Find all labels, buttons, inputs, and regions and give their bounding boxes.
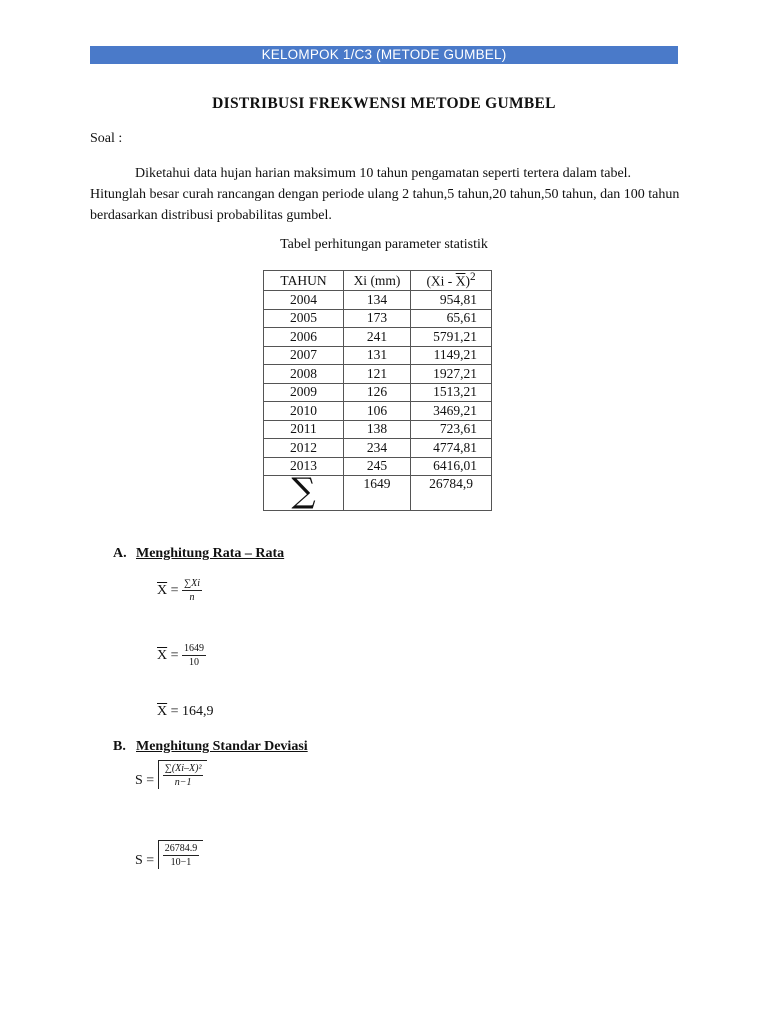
table-row [264, 420, 492, 439]
year-cell: 2012 [264, 439, 344, 458]
xi-cell: 131 [344, 346, 411, 365]
table-sum-row [264, 476, 492, 511]
document-title: DISTRIBUSI FREKWENSI METODE GUMBEL [212, 95, 556, 112]
table-row [264, 346, 492, 365]
sqrt-symbol [158, 760, 208, 789]
table-row [264, 365, 492, 384]
xi-cell: 121 [344, 365, 411, 384]
section-b-label: Menghitung Standar Deviasi [136, 739, 308, 754]
xi-cell: 241 [344, 328, 411, 347]
mean-fraction-substituted: $\frac{1649}{10}$ [184, 643, 205, 668]
header-deviation-squared: $(Xi - \overline{X})^2$ [411, 271, 492, 291]
year-cell: 2006 [264, 328, 344, 347]
deviation-cell: 65,61 [411, 309, 492, 328]
statistics-table [263, 270, 492, 511]
deviation-cell: 954,81 [411, 291, 492, 310]
section-a-label: Menghitung Rata – Rata [136, 546, 285, 561]
section-b-letter: B. [113, 739, 126, 754]
mean-formula-substituted: $\overline{X}$ = $\frac{1649}{10}$ [157, 643, 205, 668]
deviation-cell: 6416,01 [411, 457, 492, 476]
xi-cell: 138 [344, 420, 411, 439]
deviation-cell: 1149,21 [411, 346, 492, 365]
section-a-letter: A. [113, 546, 127, 561]
stdev-formula-substituted: S = $\frac{26784.9}{10-1}$ [135, 840, 203, 869]
section-b-heading [113, 739, 308, 755]
mean-formula-general: $\overline{X}$ = $\frac{\sum Xi}{n}$ [157, 578, 201, 603]
deviation-cell: 1513,21 [411, 383, 492, 402]
table-row [264, 328, 492, 347]
section-a-heading [113, 546, 284, 562]
stdev-fraction-general: $\frac{\text{∑(Xi–X)²}}{n-1}$ [164, 763, 202, 788]
sqrt-symbol [158, 840, 204, 869]
year-cell: 2008 [264, 365, 344, 384]
sum-xi-cell: 1649 [344, 476, 411, 511]
mean-fraction-general: $\frac{\sum Xi}{n}$ [184, 578, 201, 603]
problem-paragraph-text: Diketahui data hujan harian maksimum 10 tahun pengamatan seperti tertera dalam tabel. Hitunglah besar curah rancangan dengan periode ulang 2 tahun,5 tahun,20 tahun,50 tahun, dan 100 tahun berdasarkan distribusi probabilitas gumbel. [90, 166, 680, 223]
xi-cell: 234 [344, 439, 411, 458]
sum-symbol-cell [264, 471, 344, 511]
deviation-cell: 3469,21 [411, 402, 492, 421]
xi-cell: 245 [344, 457, 411, 476]
deviation-cell: 4774,81 [411, 439, 492, 458]
soal-label: Soal : [90, 131, 123, 146]
stdev-formula-general: S = $\frac{\text{∑(Xi–X)²}}{n-1}$ [135, 760, 207, 789]
table-row [264, 383, 492, 402]
table-row [264, 309, 492, 328]
year-cell: 2004 [264, 291, 344, 310]
deviation-cell: 5791,21 [411, 328, 492, 347]
table-row [264, 439, 492, 458]
year-cell: 2009 [264, 383, 344, 402]
header-xi: Xi (mm) [344, 271, 411, 291]
deviation-cell: 1927,21 [411, 365, 492, 384]
year-cell: 2013 [264, 457, 344, 476]
year-cell: 2007 [264, 346, 344, 365]
sigma-icon: ∑ [291, 471, 316, 511]
table-header-row [264, 271, 492, 291]
sum-deviation-cell: 26784,9 [411, 476, 492, 511]
xi-cell: 134 [344, 291, 411, 310]
header-tahun: TAHUN [264, 271, 344, 291]
year-cell: 2011 [264, 420, 344, 439]
mean-result: $\overline{X} = 164,9$ [157, 704, 214, 719]
xi-cell: 173 [344, 309, 411, 328]
xi-cell: 106 [344, 402, 411, 421]
table-row [264, 402, 492, 421]
table-row [264, 291, 492, 310]
stdev-fraction-substituted: $\frac{26784.9}{10-1}$ [164, 843, 198, 868]
problem-paragraph [90, 163, 680, 226]
year-cell: 2005 [264, 309, 344, 328]
xi-cell: 126 [344, 383, 411, 402]
document-header-band: KELOMPOK 1/C3 (METODE GUMBEL) [90, 46, 678, 64]
deviation-cell: 723,61 [411, 420, 492, 439]
table-caption: Tabel perhitungan parameter statistik [280, 237, 488, 252]
year-cell: 2010 [264, 402, 344, 421]
